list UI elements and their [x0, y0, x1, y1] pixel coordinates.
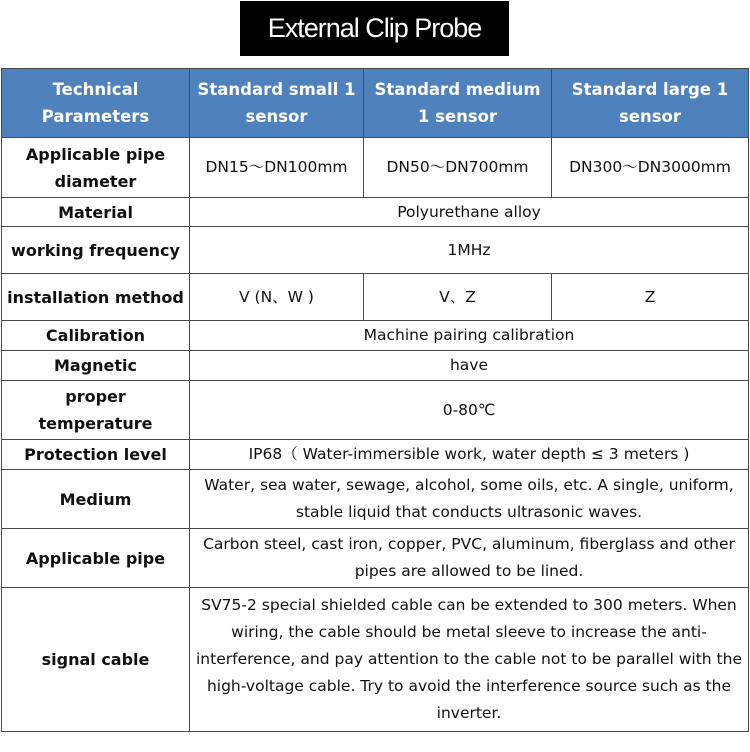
cell-applicable-pipe: Carbon steel, cast iron, copper, PVC, aluminum, fiberglass and other pipes are allowed to be lined. — [190, 529, 749, 588]
table-row — [2, 381, 749, 440]
header-large-sensor: Standard large 1 sensor — [552, 69, 749, 138]
cell-installation-medium: V、Z — [364, 274, 552, 321]
cell-protection: IP68（ Water-immersible work, water depth ≤ 3 meters ) — [190, 440, 749, 470]
header-medium-sensor: Standard medium 1 sensor — [364, 69, 552, 138]
row-label-applicable-pipe: Applicable pipe — [2, 529, 190, 588]
cell-pipe-diameter-medium: DN50～DN700mm — [364, 138, 552, 198]
table-row — [2, 440, 749, 470]
table-row — [2, 198, 749, 227]
cell-frequency: 1MHz — [190, 227, 749, 274]
table-row — [2, 351, 749, 381]
row-label-protection: Protection level — [2, 440, 190, 470]
table-header-row — [2, 69, 749, 138]
table-row — [2, 138, 749, 198]
cell-pipe-diameter-small: DN15～DN100mm — [190, 138, 364, 198]
table-row — [2, 529, 749, 588]
header-small-sensor: Standard small 1 sensor — [190, 69, 364, 138]
cell-magnetic: have — [190, 351, 749, 381]
cell-installation-large: Z — [552, 274, 749, 321]
table-row — [2, 274, 749, 321]
row-label-frequency: working frequency — [2, 227, 190, 274]
row-label-signal-cable: signal cable — [2, 588, 190, 732]
cell-signal-cable: SV75-2 special shielded cable can be extended to 300 meters. When wiring, the cable should be metal sleeve to increase the anti-interference, and pay attention to the cable not to be parallel with the high-voltage cable. Try to avoid the interference source such as the inverter. — [190, 588, 749, 732]
row-label-magnetic: Magnetic — [2, 351, 190, 381]
cell-installation-small: V (N、W ) — [190, 274, 364, 321]
row-label-temperature: proper temperature — [2, 381, 190, 440]
row-label-material: Material — [2, 198, 190, 227]
cell-material: Polyurethane alloy — [190, 198, 749, 227]
table-row — [2, 321, 749, 351]
page-title: External Clip Probe — [240, 1, 509, 56]
row-label-calibration: Calibration — [2, 321, 190, 351]
header-technical-parameters: Technical Parameters — [2, 69, 190, 138]
cell-calibration: Machine pairing calibration — [190, 321, 749, 351]
row-label-medium: Medium — [2, 470, 190, 529]
row-label-installation: installation method — [2, 274, 190, 321]
cell-temperature: 0-80℃ — [190, 381, 749, 440]
spec-table — [1, 68, 749, 732]
table-row — [2, 470, 749, 529]
cell-pipe-diameter-large: DN300～DN3000mm — [552, 138, 749, 198]
table-row — [2, 227, 749, 274]
cell-medium: Water, sea water, sewage, alcohol, some oils, etc. A single, uniform, stable liquid that conducts ultrasonic waves. — [190, 470, 749, 529]
row-label-pipe-diameter: Applicable pipe diameter — [2, 138, 190, 198]
table-row — [2, 588, 749, 732]
